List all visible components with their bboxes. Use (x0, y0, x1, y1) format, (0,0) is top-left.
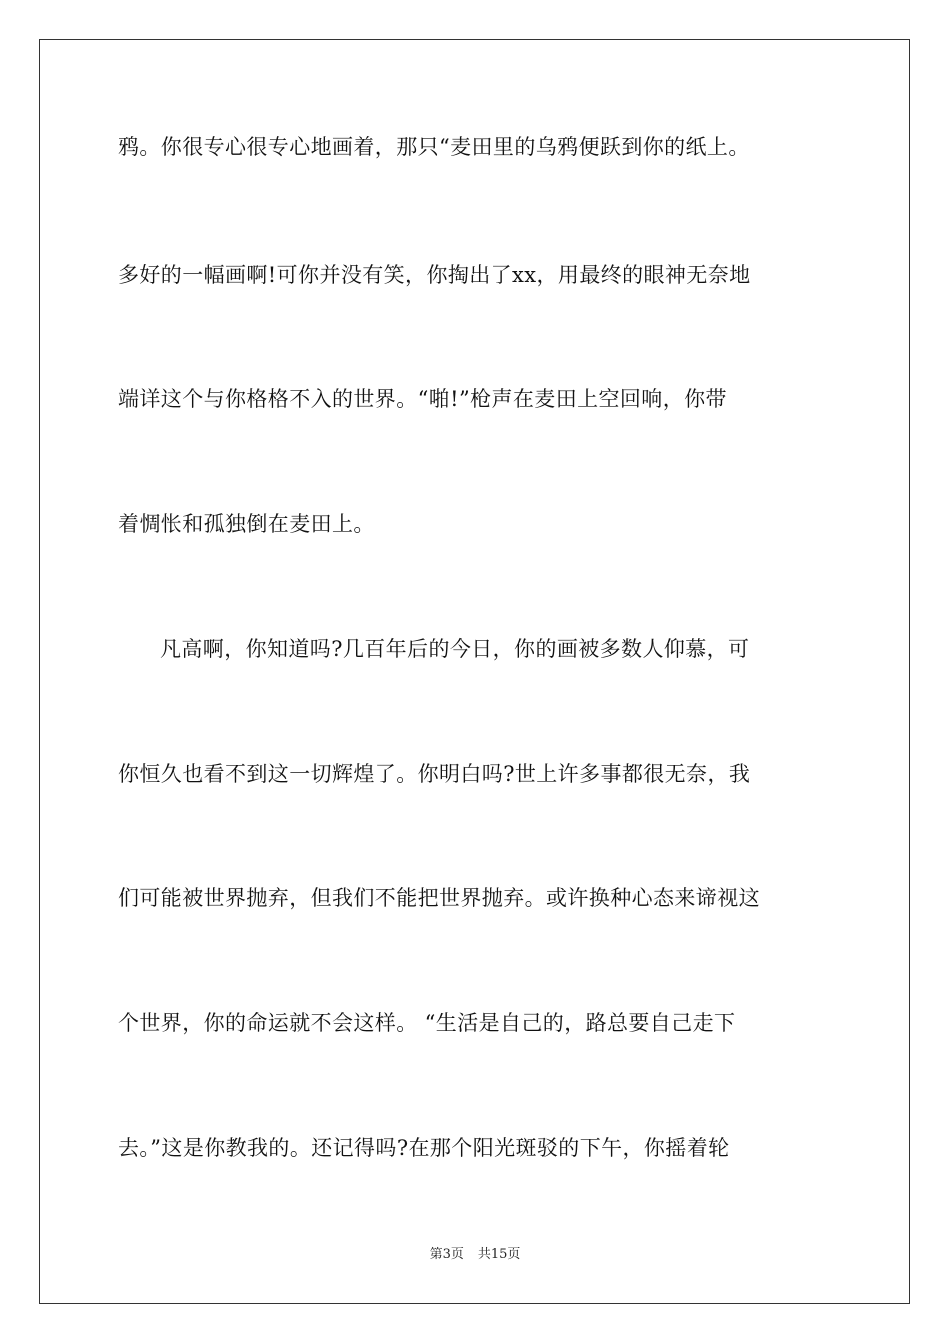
page-border (39, 39, 910, 1304)
text-line-6: 你恒久也看不到这一切辉煌了。你明白吗?世上许多事都很无奈，我 (118, 762, 751, 786)
text-line-3: 端详这个与你格格不入的世界。“啪!”枪声在麦田上空回响，你带 (118, 387, 727, 411)
paragraph-start-line: 凡高啊，你知道吗?几百年后的今日，你的画被多数人仰慕，可 (160, 637, 750, 661)
text-line-8: 个世界，你的命运就不会这样。 “生活是自己的，路总要自己走下 (118, 1011, 736, 1035)
text-line-1: 鸦。你很专心很专心地画着，那只“麦田里的乌鸦便跃到你的纸上。 (118, 135, 750, 159)
text-line-2: 多好的一幅画啊!可你并没有笑，你掏出了xx，用最终的眼神无奈地 (118, 263, 751, 287)
text-line-4: 着惆怅和孤独倒在麦田上。 (118, 512, 375, 536)
text-line-9: 去。”这是你教我的。还记得吗?在那个阳光斑驳的下午，你摇着轮 (118, 1136, 730, 1160)
text-line-7: 们可能被世界抛弃，但我们不能把世界抛弃。或许换种心态来谛视这 (118, 886, 760, 910)
page-total: 共15页 (477, 1247, 521, 1262)
page-number: 第3页 (429, 1247, 464, 1262)
page-footer (0, 1246, 950, 1264)
